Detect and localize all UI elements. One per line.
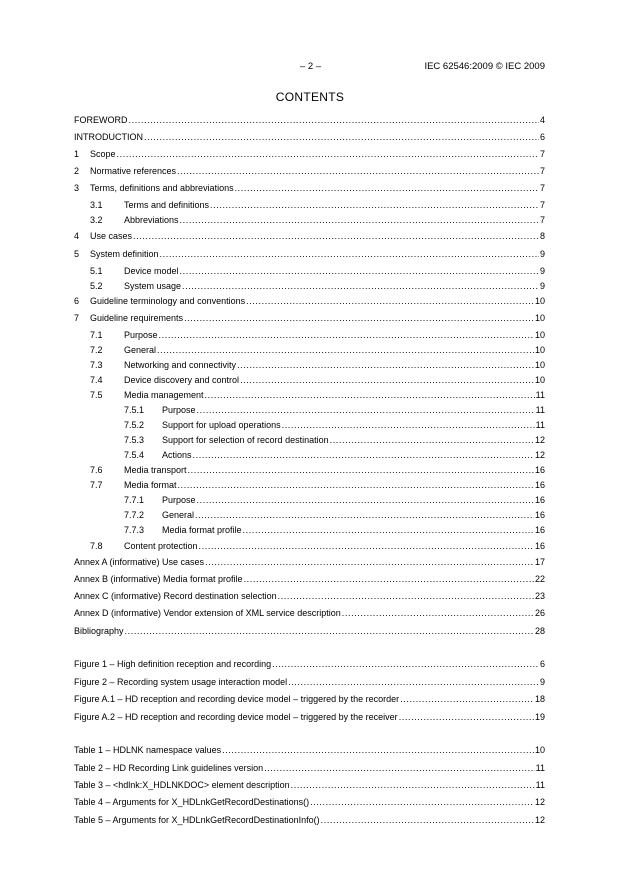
- table-entry-text: Table 2 – HD Recording Link guidelines version: [74, 763, 264, 773]
- toc-entry-annex-b[interactable]: [74, 573, 545, 585]
- leader-dots: [237, 359, 534, 371]
- toc-entry-number: 7.5.2: [124, 420, 145, 430]
- leader-dots: [197, 494, 534, 506]
- toc-entry-number: 7: [74, 313, 80, 323]
- leader-dots: [188, 464, 534, 476]
- toc-entry-text: Terms, definitions and abbreviations: [90, 183, 234, 193]
- toc-entry-text: Media format: [124, 480, 177, 490]
- toc-entry-text: Scope: [90, 149, 116, 159]
- toc-entry-text: System usage: [124, 281, 182, 291]
- toc-entry-number: 6: [74, 296, 80, 306]
- table-entry-page: 11: [535, 780, 545, 790]
- toc-entry-number: 5.1: [90, 266, 103, 276]
- toc-entry-text: Actions: [162, 450, 192, 460]
- toc-entry[interactable]: [74, 182, 545, 194]
- toc-entry-text: Device model: [124, 266, 179, 276]
- table-entry[interactable]: [74, 796, 545, 808]
- toc-entry[interactable]: [74, 344, 545, 356]
- figure-entry-text: Figure 1 – High definition reception and recording: [74, 659, 272, 669]
- toc-entry-page: 16: [534, 541, 545, 551]
- leader-dots: [342, 607, 534, 619]
- leader-dots: [205, 556, 534, 568]
- leader-dots: [240, 374, 534, 386]
- table-entry-text: Table 3 – <hdlnk:X_HDLNKDOC> element description: [74, 780, 290, 790]
- toc-entry-page: 16: [534, 495, 545, 505]
- toc-entry-text: General: [162, 510, 195, 520]
- toc-entry-page: 10: [534, 360, 545, 370]
- leader-dots: [205, 389, 535, 401]
- leader-dots: [278, 590, 534, 602]
- toc-entry-number: 3: [74, 183, 80, 193]
- toc-entry-page: 7: [539, 149, 545, 159]
- page-number: – 2 –: [300, 61, 322, 72]
- toc-entry-page: 11: [535, 405, 545, 415]
- toc-entry-page: 23: [534, 591, 545, 601]
- toc-entry-page: 10: [534, 330, 545, 340]
- toc-entry-page: 7: [539, 183, 545, 193]
- toc-entry[interactable]: [74, 230, 545, 242]
- toc-entry-text: Media transport: [124, 465, 187, 475]
- toc-entry-text: Purpose: [124, 330, 158, 340]
- toc-entry-page: 11: [535, 390, 545, 400]
- leader-dots: [288, 676, 539, 688]
- toc-entry-page: 12: [534, 450, 545, 460]
- toc-entry[interactable]: [74, 214, 545, 226]
- toc-entry-page: 6: [539, 132, 545, 142]
- toc-entry[interactable]: [74, 479, 545, 491]
- toc-entry-number: 7.7.1: [124, 495, 145, 505]
- toc-entry-text: Guideline terminology and conventions: [90, 296, 246, 306]
- toc-entry-page: 16: [534, 510, 545, 520]
- toc-entry[interactable]: [74, 295, 545, 307]
- table-entry-page: 12: [534, 815, 545, 825]
- leader-dots: [160, 248, 539, 260]
- toc-entry-page: 16: [534, 465, 545, 475]
- toc-entry-page: 12: [534, 435, 545, 445]
- toc-entry-number: 7.7.3: [124, 525, 145, 535]
- toc-entry-text: Guideline requirements: [90, 313, 184, 323]
- toc-entry-page: 4: [539, 115, 545, 125]
- leader-dots: [117, 148, 539, 160]
- toc-entry-text: Device discovery and control: [124, 375, 240, 385]
- toc-entry[interactable]: [74, 248, 545, 260]
- leader-dots: [180, 265, 539, 277]
- toc-entry-number: 5: [74, 249, 80, 259]
- toc-entry-page: 7: [539, 215, 545, 225]
- leader-dots: [243, 524, 534, 536]
- figure-entry-page: 6: [539, 659, 545, 669]
- figure-entry[interactable]: [74, 658, 545, 670]
- toc-entry-bibliography[interactable]: [74, 625, 545, 637]
- toc-entry-page: 16: [534, 480, 545, 490]
- figure-entry[interactable]: [74, 693, 545, 705]
- toc-entry[interactable]: [74, 419, 545, 431]
- figure-entry-text: Figure A.1 – HD reception and recording device model – triggered by the recorder: [74, 694, 400, 704]
- toc-entry-number: 7.3: [90, 360, 103, 370]
- toc-entry-text: Media management: [124, 390, 204, 400]
- toc-entry-text: Purpose: [162, 405, 196, 415]
- toc-entry[interactable]: [74, 524, 545, 536]
- table-entry-page: 10: [534, 745, 545, 755]
- toc-entry[interactable]: [74, 389, 545, 401]
- leader-dots: [180, 214, 539, 226]
- leader-dots: [399, 711, 534, 723]
- leader-dots: [244, 573, 534, 585]
- toc-entry-annex-d[interactable]: [74, 607, 545, 619]
- toc-entry[interactable]: [74, 509, 545, 521]
- toc-entry[interactable]: [74, 148, 545, 160]
- toc-entry[interactable]: [74, 434, 545, 446]
- table-entry-text: Table 4 – Arguments for X_HDLnkGetRecordDestinations(): [74, 797, 310, 807]
- toc-entry-number: 2: [74, 166, 80, 176]
- toc-entry[interactable]: [74, 540, 545, 552]
- leader-dots: [210, 199, 539, 211]
- toc-entry-text: Purpose: [162, 495, 196, 505]
- toc-entry[interactable]: [74, 374, 545, 386]
- toc-entry-page: 11: [535, 420, 545, 430]
- figure-entry-text: Figure A.2 – HD reception and recording device model – triggered by the receiver: [74, 712, 398, 722]
- leader-dots: [184, 312, 534, 324]
- table-entry[interactable]: [74, 779, 545, 791]
- toc-entry-number: 5.2: [90, 281, 103, 291]
- toc-entry-number: 3.2: [90, 215, 103, 225]
- leader-dots: [195, 509, 534, 521]
- toc-entry-page: 7: [539, 200, 545, 210]
- toc-entry-number: 7.2: [90, 345, 103, 355]
- toc-entry-page: 9: [539, 266, 545, 276]
- toc-entry[interactable]: [74, 449, 545, 461]
- toc-entry-page: 10: [534, 313, 545, 323]
- toc-entry-text: Abbreviations: [124, 215, 179, 225]
- figure-entry[interactable]: [74, 676, 545, 688]
- table-entry-text: Table 5 – Arguments for X_HDLnkGetRecordDestinationInfo(): [74, 815, 320, 825]
- toc-entry-text: Networking and connectivity: [124, 360, 237, 370]
- toc-entry-page: 9: [539, 249, 545, 259]
- leader-dots: [182, 280, 539, 292]
- toc-entry-page: 26: [534, 608, 545, 618]
- toc-entry-number: 3.1: [90, 200, 103, 210]
- toc-entry-page: 22: [534, 574, 545, 584]
- leader-dots: [291, 779, 535, 791]
- table-entry[interactable]: [74, 744, 545, 756]
- figure-entry-text: Figure 2 – Recording system usage interaction model: [74, 677, 288, 687]
- toc-entry-page: 9: [539, 281, 545, 291]
- leader-dots: [159, 329, 534, 341]
- contents-title: CONTENTS: [275, 90, 345, 104]
- figure-entry-page: 9: [539, 677, 545, 687]
- toc-entry-text: Terms and definitions: [124, 200, 210, 210]
- leader-dots: [321, 814, 534, 826]
- leader-dots: [129, 114, 539, 126]
- figure-entry-page: 18: [534, 694, 545, 704]
- toc-entry-number: 1: [74, 149, 80, 159]
- leader-dots: [193, 449, 534, 461]
- table-entry-page: 12: [534, 797, 545, 807]
- leader-dots: [310, 796, 534, 808]
- leader-dots: [264, 762, 535, 774]
- figure-entry[interactable]: [74, 711, 545, 723]
- table-entry[interactable]: [74, 814, 545, 826]
- toc-entry-text: Support for selection of record destination: [162, 435, 329, 445]
- toc-entry-page: 10: [534, 375, 545, 385]
- toc-entry-number: 7.8: [90, 541, 103, 551]
- toc-entry-number: 7.5.3: [124, 435, 145, 445]
- toc-entry-number: 7.7: [90, 480, 103, 490]
- toc-entry-text: Bibliography: [74, 626, 124, 636]
- toc-entry[interactable]: [74, 265, 545, 277]
- toc-entry[interactable]: [74, 329, 545, 341]
- leader-dots: [272, 658, 539, 670]
- toc-entry-text: General: [124, 345, 157, 355]
- toc-entry[interactable]: [74, 359, 545, 371]
- table-entry-text: Table 1 – HDLNK namespace values: [74, 745, 222, 755]
- toc-entry[interactable]: [74, 165, 545, 177]
- toc-entry-text: Annex C (informative) Record destination selection: [74, 591, 277, 601]
- toc-entry-number: 7.7.2: [124, 510, 145, 520]
- leader-dots: [222, 744, 534, 756]
- toc-entry-foreword[interactable]: [74, 114, 545, 126]
- toc-entry-text: Annex D (informative) Vendor extension of XML service description: [74, 608, 341, 618]
- toc-entry-number: 7.5.4: [124, 450, 145, 460]
- toc-entry-text: INTRODUCTION: [74, 132, 143, 142]
- toc-entry[interactable]: [74, 494, 545, 506]
- toc-entry-text: Support for upload operations: [162, 420, 281, 430]
- leader-dots: [199, 540, 534, 552]
- toc-entry-text: Annex B (informative) Media format profile: [74, 574, 243, 584]
- toc-entry-annex-c[interactable]: [74, 590, 545, 602]
- leader-dots: [157, 344, 534, 356]
- figure-entry-page: 19: [534, 712, 545, 722]
- toc-entry-text: Media format profile: [162, 525, 242, 535]
- table-entry-page: 11: [535, 763, 545, 773]
- document-id: IEC 62546:2009 © IEC 2009: [424, 61, 545, 72]
- leader-dots: [178, 479, 534, 491]
- toc-entry-text: FOREWORD: [74, 115, 128, 125]
- toc-entry-number: 4: [74, 231, 80, 241]
- toc-entry-page: 10: [534, 296, 545, 306]
- toc-entry-text: Normative references: [90, 166, 177, 176]
- toc-entry-text: Use cases: [90, 231, 133, 241]
- leader-dots: [144, 131, 539, 143]
- toc-entry[interactable]: [74, 312, 545, 324]
- toc-entry-page: 28: [534, 626, 545, 636]
- toc-entry-number: 7.5: [90, 390, 103, 400]
- leader-dots: [400, 693, 534, 705]
- leader-dots: [133, 230, 539, 242]
- toc-entry[interactable]: [74, 280, 545, 292]
- leader-dots: [246, 295, 534, 307]
- leader-dots: [177, 165, 539, 177]
- leader-dots: [125, 625, 534, 637]
- toc-entry-text: Content protection: [124, 541, 198, 551]
- toc-entry[interactable]: [74, 464, 545, 476]
- leader-dots: [330, 434, 534, 446]
- toc-entry[interactable]: [74, 199, 545, 211]
- toc-entry-text: Annex A (informative) Use cases: [74, 557, 205, 567]
- leader-dots: [282, 419, 535, 431]
- toc-entry-text: System definition: [90, 249, 159, 259]
- toc-entry-number: 7.4: [90, 375, 103, 385]
- toc-entry-annex-a[interactable]: [74, 556, 545, 568]
- toc-entry-number: 7.6: [90, 465, 103, 475]
- toc-entry-page: 10: [534, 345, 545, 355]
- toc-entry-page: 17: [534, 557, 545, 567]
- toc-entry-number: 7.1: [90, 330, 103, 340]
- toc-entry[interactable]: [74, 404, 545, 416]
- toc-entry-number: 7.5.1: [124, 405, 145, 415]
- toc-entry-page: 8: [539, 231, 545, 241]
- toc-entry-page: 7: [539, 166, 545, 176]
- leader-dots: [197, 404, 535, 416]
- leader-dots: [235, 182, 539, 194]
- toc-entry-introduction[interactable]: [74, 131, 545, 143]
- toc-entry-page: 16: [534, 525, 545, 535]
- table-entry[interactable]: [74, 762, 545, 774]
